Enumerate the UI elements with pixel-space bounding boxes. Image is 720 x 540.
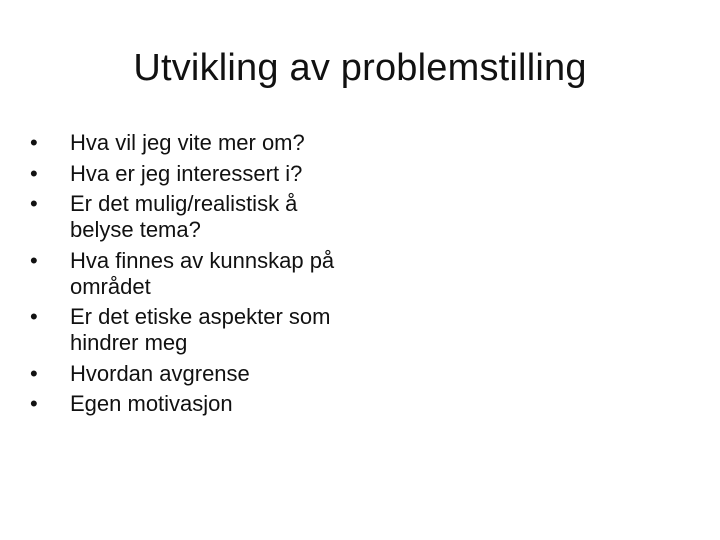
bullet-text: Er det etiske aspekter som hindrer meg bbox=[70, 304, 331, 355]
bullet-icon: • bbox=[30, 160, 38, 186]
bullet-icon: • bbox=[30, 130, 38, 155]
bullet-text: Hvordan avgrense bbox=[70, 360, 250, 386]
bullet-icon: • bbox=[30, 360, 38, 386]
bullet-icon: • bbox=[30, 191, 38, 216]
bullet-text: Hva vil jeg vite mer om? bbox=[70, 130, 305, 155]
bullet-item bbox=[30, 191, 360, 243]
bullet-icon: • bbox=[30, 247, 38, 273]
bullet-text: Hva finnes av kunnskap på området bbox=[70, 247, 335, 299]
bullet-item bbox=[30, 248, 360, 300]
bullet-list bbox=[30, 130, 360, 422]
bullet-item bbox=[30, 304, 360, 356]
bullet-icon: • bbox=[30, 304, 38, 329]
bullet-item bbox=[30, 130, 360, 156]
bullet-item bbox=[30, 361, 360, 387]
bullet-icon: • bbox=[30, 391, 38, 416]
bullet-text: Er det mulig/realistisk å belyse tema? bbox=[70, 191, 298, 242]
bullet-item bbox=[30, 391, 360, 417]
bullet-text: Hva er jeg interessert i? bbox=[70, 160, 303, 186]
bullet-text: Egen motivasjon bbox=[70, 391, 233, 416]
bullet-item bbox=[30, 161, 360, 187]
slide-title: Utvikling av problemstilling bbox=[133, 47, 587, 89]
